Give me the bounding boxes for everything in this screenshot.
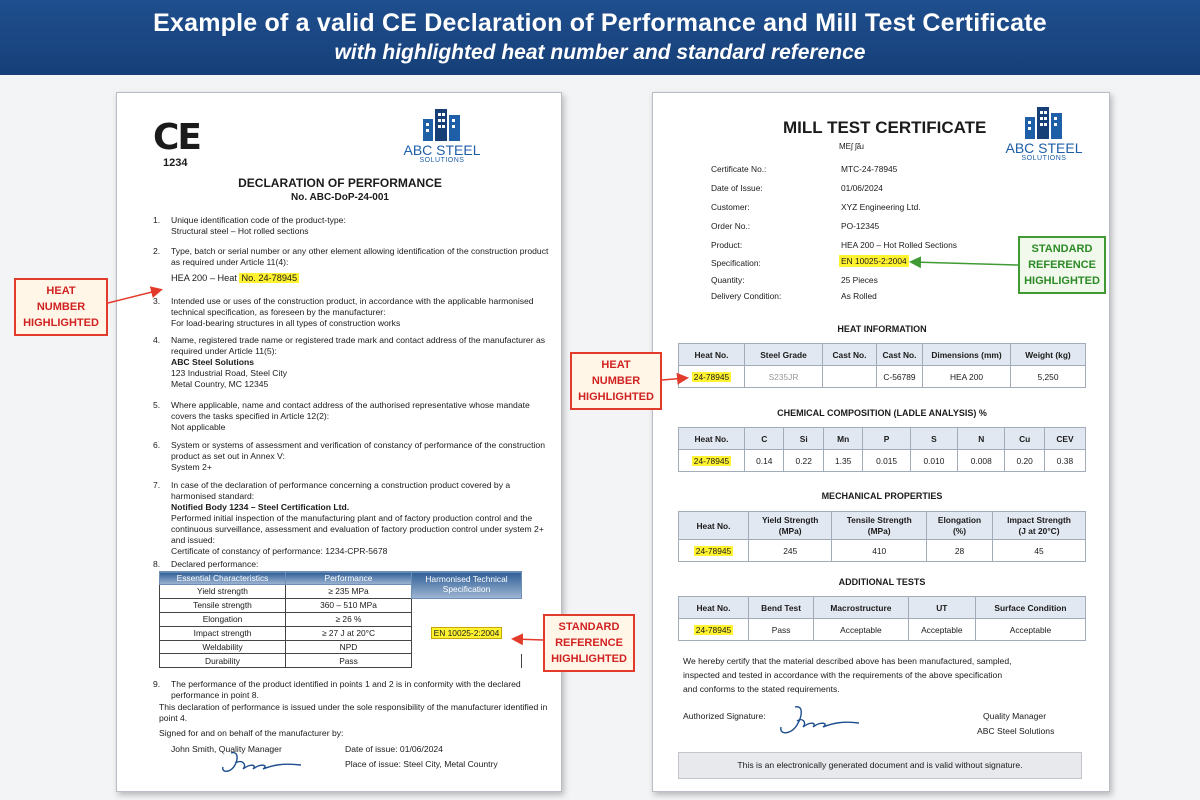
declared-performance-table: Essential Characteristics Performance Harmonised Technical Specification Yield strength ≥ 235 MPa Tensile strength 360 – 510 MPa EN 10025-2:2004 Elongation ≥ 26 % Impact strength ≥ 27 J at 20°C Weldability NPD Durability Pass xyxy=(159,571,530,668)
dop-item-4: 4. Name, registered trade name or registered trade mark and contact address of the manufacturer as required under Article 11(5): ABC Steel Solutions 123 Industrial Road, Steel City Metal Country, MC 12345 xyxy=(153,335,546,389)
perf-header-specification: Harmonised Technical Specification xyxy=(412,572,522,599)
mtc-title: MILL TEST CERTIFICATE xyxy=(783,118,987,137)
heat-information-table: Heat No. Steel Grade Cast No. Cast No. Dimensions (mm) Weight (kg) 24-78945 S235JR C-56789 HEA 200 5,250 xyxy=(678,343,1086,388)
mtc-heat-number: 24-78945 xyxy=(693,371,730,382)
dop-item-7: 7. In case of the declaration of performance concerning a construction product covered by a harmonised standard: Notified Body 1234 – Steel Certification Ltd. Performed initial inspection of the manufacturing plant and of factory production control and the continuous surveillance, assessment and evaluation of factory production control under system 2+ and issued: Certificate of constancy of performance: 1234-CPR-5678 xyxy=(153,480,544,556)
logo-sub: SOLUTIONS xyxy=(419,157,465,164)
perf-header-performance: Performance xyxy=(286,572,412,585)
dop-title: DECLARATION OF PERFORMANCE xyxy=(238,176,442,190)
banner-title: Example of a valid CE Declaration of Performance and Mill Test Certificate xyxy=(153,9,1047,37)
logo-name: ABC STEEL xyxy=(1005,140,1083,156)
perf-header-characteristic: Essential Characteristics xyxy=(160,572,286,585)
dop-signed-for: Signed for and on behalf of the manufacturer by: xyxy=(159,728,344,738)
mechanical-properties-table: Heat No. Yield Strength (MPa) Tensile Strength (MPa) Elongation (%) Impact Strength (J at 20°C) 24-78945 245 410 28 45 xyxy=(678,511,1086,562)
authorized-signature-label: Authorized Signature: xyxy=(683,711,766,721)
dop-heat-line: HEA 200 – Heat No. 24-78945 xyxy=(171,273,298,283)
mtc-heat-number: 24-78945 xyxy=(695,624,732,635)
company-name: ABC Steel Solutions xyxy=(977,726,1055,736)
heat-information-title: HEAT INFORMATION xyxy=(837,324,927,334)
electronic-document-note: This is an electronically generated document and is valid without signature. xyxy=(678,752,1082,779)
dop-responsibility: This declaration of performance is issued under the sole responsibility of the manufacturer identified in point 4. xyxy=(159,702,548,723)
dop-item-8: 8. Declared performance: xyxy=(153,559,259,569)
logo-name: ABC STEEL xyxy=(403,142,481,158)
heat-number-callout-middle: HEAT NUMBER HIGHLIGHTED xyxy=(570,352,662,410)
chemical-composition-table: Heat No. C Si Mn P S N Cu CEV 24-78945 0.14 0.22 1.35 0.015 0.010 0.008 0.20 0.38 xyxy=(678,427,1086,472)
dop-item-9: 9. The performance of the product identified in points 1 and 2 is in conformity with the declared performance in point 8. xyxy=(153,679,521,700)
heat-number-callout-left: HEAT NUMBER HIGHLIGHTED xyxy=(14,278,108,336)
mtc-subtitle: MEʃ ʃăɹ xyxy=(839,142,864,151)
certification-statement: We hereby certify that the material described above has been manufactured, sampled, inspected and tested in accordance with the requirements of the above specification and conforms to the stated requirements. xyxy=(683,656,1012,694)
dop-item-3: 3. Intended use or uses of the construction product, in accordance with the applicable harmonised technical specification, as foreseen by the manufacturer: For load-bearing structures in all types of construction works xyxy=(153,296,534,328)
dop-place-of-issue: Place of issue: Steel City, Metal Country xyxy=(345,759,498,769)
standard-reference-callout-middle: STANDARD REFERENCE HIGHLIGHTED xyxy=(543,614,635,672)
dop-item-5: 5. Where applicable, name and contact address of the authorised representative whose mandate covers the tasks specified in Article 12(2): Not applicable xyxy=(153,400,530,432)
banner-subtitle: with highlighted heat number and standard reference xyxy=(334,41,866,64)
mill-test-certificate-document: MILL TEST CERTIFICATE MEʃ ʃăɹ ABC STEEL SOLUTIONS Certificate No.: MTC-24-78945 Date of Issue: 01/06/2024 Customer: XYZ Engineering Ltd. Order No.: PO-12345 Product: HEA 200 – Hot Rolled Sections Specification: EN 10025-2:2004 Quantity: 25 Pieces Delivery Condition: As Rolled HEAT INFORMATION Heat No. Steel Grade Cast No. Cast No. Dimensions (mm) Weight (kg) 24-78945 S235JR C-56789 HEA 200 5,250 CHEMICAL COMPOSITION (LADLE ANALYSIS) % Heat No. C Si Mn P S N Cu CEV 24-78945 0.14 0.22 1.35 0.015 0.010 0.008 0.20 0.38 MECHANICAL PROPERTIES Heat No. Yield Strength (MPa) Tensile Strength (MPa) Elongation (%) Impact Strength (J at 20°C) 24-78945 245 410 28 45 ADDITIONAL TESTS Heat No. Bend Test Macrostructure UT Surface Condition 24-78945 Pass Acceptable Acceptable Acceptable We hereby certify that the material described above has been manufactured, sampled, inspected and tested in accordance with the requirements of the above specification and conforms to the stated requirements. Authorized Signature: Quality Manager ABC Steel Solutions This is an electronically generated document and is valid without signature. xyxy=(652,92,1110,792)
additional-tests-table: Heat No. Bend Test Macrostructure UT Surface Condition 24-78945 Pass Acceptable Acceptable Acceptable xyxy=(678,596,1086,641)
dop-heat-number: No. 24-78945 xyxy=(241,273,298,283)
dop-number: No. ABC-DoP-24-001 xyxy=(291,192,389,203)
mechanical-properties-title: MECHANICAL PROPERTIES xyxy=(821,491,943,501)
mtc-heat-number: 24-78945 xyxy=(695,545,732,556)
arrow-heat-middle xyxy=(662,378,686,380)
quality-manager-title: Quality Manager xyxy=(983,711,1047,721)
mtc-heat-number: 24-78945 xyxy=(693,455,730,466)
ce-notified-body-number: 1234 xyxy=(163,157,188,169)
additional-tests-title: ADDITIONAL TESTS xyxy=(838,577,926,587)
mtc-standard-reference: EN 10025-2:2004 xyxy=(841,256,907,266)
ce-mark: CE xyxy=(153,117,201,158)
arrow-standard-right xyxy=(912,262,1018,265)
logo-sub: SOLUTIONS xyxy=(1021,155,1067,162)
arrow-heat-left xyxy=(108,290,160,303)
dop-signer: John Smith, Quality Manager xyxy=(171,744,282,754)
standard-reference-callout-right: STANDARD REFERENCE HIGHLIGHTED xyxy=(1018,236,1106,294)
dop-item-1: 1. Unique identification code of the product-type: Structural steel – Hot rolled sections xyxy=(153,215,346,236)
arrow-standard-middle xyxy=(514,639,543,640)
dop-standard-reference: EN 10025-2:2004 xyxy=(431,627,503,639)
chemical-composition-title: CHEMICAL COMPOSITION (LADLE ANALYSIS) % xyxy=(777,408,987,418)
dop-item-6: 6. System or systems of assessment and verification of constancy of performance of the construction product as set out in Annex V: System 2+ xyxy=(153,440,545,472)
dop-date-of-issue: Date of issue: 01/06/2024 xyxy=(345,744,443,754)
dop-item-2: 2. Type, batch or serial number or any other element allowing identification of the construction product as required under Article 11(4): HEA 200 – Heat No. 24-78945 xyxy=(153,246,549,283)
